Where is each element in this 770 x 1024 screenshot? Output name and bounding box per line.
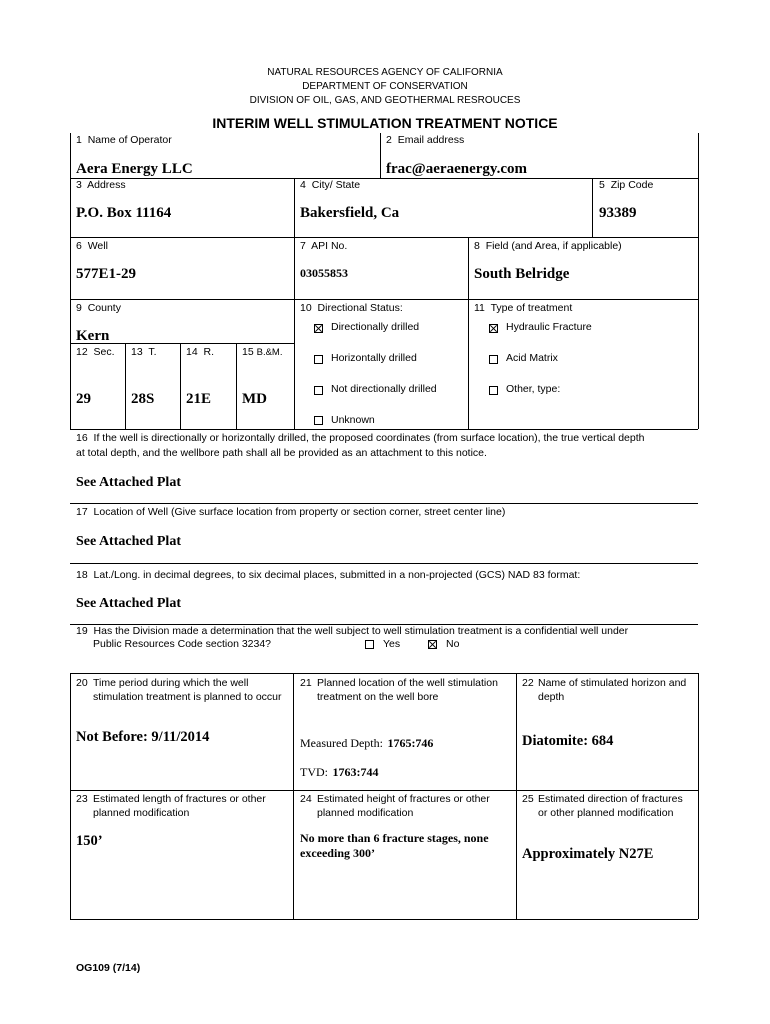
well-label: 6 Well <box>76 240 108 252</box>
horizon-value: Diatomite: 684 <box>522 733 614 749</box>
fracture-direction-num: 25 <box>522 793 534 805</box>
directional-status-label: 10 Directional Status: <box>300 302 403 314</box>
coordinates-label-line2: at total depth, and the wellbore path shall all be provided as an attachment to this notice. <box>76 447 487 459</box>
acid-matrix-checkbox[interactable] <box>489 355 498 364</box>
other-type-label: Other, type: <box>506 383 561 395</box>
api-value: 03055853 <box>300 266 348 280</box>
city-state-value: Bakersfield, Ca <box>300 205 400 221</box>
fracture-height-label: Estimated height of fractures or other planned modification <box>317 793 490 819</box>
address-value: P.O. Box 11164 <box>76 205 172 221</box>
well-value: 577E1-29 <box>76 266 136 282</box>
field-label: 8 Field (and Area, if applicable) <box>474 240 622 252</box>
confidential-label-line2: Public Resources Code section 3234? <box>93 638 272 650</box>
fracture-height-num: 24 <box>300 793 312 805</box>
township-label: 13 T. <box>131 346 157 358</box>
county-value: Kern <box>76 328 110 344</box>
time-period-label: Time period during which the well stimulation treatment is planned to occur <box>93 677 282 703</box>
treatment-type-label: 11 Type of treatment <box>474 302 573 314</box>
acid-matrix-label: Acid Matrix <box>506 352 558 364</box>
confidential-yes-label: Yes <box>383 638 401 650</box>
form-title: INTERIM WELL STIMULATION TREATMENT NOTICE <box>212 115 558 131</box>
coordinates-label: 16 If the well is directionally or horizontally drilled, the proposed coordinates (from surface location), the true vertical depth <box>76 432 645 444</box>
operator-name-value: Aera Energy LLC <box>76 161 193 177</box>
zip-label: 5 Zip Code <box>599 179 654 191</box>
form-id: OG109 (7/14) <box>76 962 141 974</box>
hydraulic-fracture-checkbox[interactable] <box>489 324 498 333</box>
planned-location-label: Planned location of the well stimulation treatment on the well bore <box>317 677 498 703</box>
time-period-value: Not Before: 9/11/2014 <box>76 729 210 745</box>
not-directionally-drilled-label: Not directionally drilled <box>331 383 437 395</box>
directionally-drilled-label: Directionally drilled <box>331 321 420 333</box>
county-label: 9 County <box>76 302 121 314</box>
horizon-num: 22 <box>522 677 534 689</box>
fracture-direction-label: Estimated direction of fractures or other planned modification <box>538 793 683 819</box>
range-value: 21E <box>186 391 212 407</box>
api-label: 7 API No. <box>300 240 348 252</box>
location-label: 17 Location of Well (Give surface location from property or section corner, street center line) <box>76 506 506 518</box>
confidential-label: 19 Has the Division made a determination that the well subject to well stimulation treatment is a confidential well under <box>76 625 629 637</box>
fracture-length-value: 150’ <box>76 833 103 849</box>
horizontally-drilled-checkbox[interactable] <box>314 355 323 364</box>
address-label: 3 Address <box>76 179 126 191</box>
fracture-height-value: No more than 6 fracture stages, none exceeding 300’ <box>300 831 489 860</box>
hydraulic-fracture-label: Hydraulic Fracture <box>506 321 592 333</box>
city-state-label: 4 City/ State <box>300 179 361 191</box>
township-value: 28S <box>131 391 155 407</box>
lat-long-label: 18 Lat./Long. in decimal degrees, to six decimal places, submitted in a non-projected (GCS) NAD 83 format: <box>76 569 581 581</box>
unknown-label: Unknown <box>331 414 375 426</box>
field-value: South Belridge <box>474 266 570 282</box>
confidential-yes-checkbox[interactable] <box>365 640 374 649</box>
not-directionally-drilled-checkbox[interactable] <box>314 386 323 395</box>
planned-location-num: 21 <box>300 677 312 689</box>
other-type-checkbox[interactable] <box>489 386 498 395</box>
operator-name-label: 1 Name of Operator <box>76 134 172 146</box>
sec-label: 12 Sec. <box>76 346 115 358</box>
fracture-length-label: Estimated length of fractures or other planned modification <box>93 793 266 819</box>
sec-value: 29 <box>76 391 91 407</box>
agency-header: NATURAL RESOURCES AGENCY OF CALIFORNIA <box>267 67 503 78</box>
email-value: frac@aeraenergy.com <box>386 161 527 177</box>
zip-value: 93389 <box>599 205 637 221</box>
range-label: 14 R. <box>186 346 215 358</box>
lat-long-value: See Attached Plat <box>76 596 181 611</box>
tvd: TVD: 1763:744 <box>300 765 379 779</box>
directionally-drilled-checkbox[interactable] <box>314 324 323 333</box>
email-label: 2 Email address <box>386 134 465 146</box>
location-value: See Attached Plat <box>76 534 181 549</box>
department-header: DEPARTMENT OF CONSERVATION <box>302 81 468 92</box>
unknown-checkbox[interactable] <box>314 416 323 425</box>
confidential-no-label: No <box>446 638 460 650</box>
time-period-num: 20 <box>76 677 88 689</box>
horizon-label: Name of stimulated horizon and depth <box>538 677 687 703</box>
coordinates-value: See Attached Plat <box>76 475 181 490</box>
division-header: DIVISION OF OIL, GAS, AND GEOTHERMAL RESROUCES <box>249 95 521 106</box>
horizontally-drilled-label: Horizontally drilled <box>331 352 417 364</box>
measured-depth: Measured Depth: 1765:746 <box>300 736 434 750</box>
fracture-direction-value: Approximately N27E <box>522 846 654 862</box>
fracture-length-num: 23 <box>76 793 88 805</box>
confidential-no-checkbox[interactable] <box>428 640 437 649</box>
base-meridian-label: 15 B.&M. <box>242 346 283 358</box>
base-meridian-value: MD <box>242 391 267 407</box>
